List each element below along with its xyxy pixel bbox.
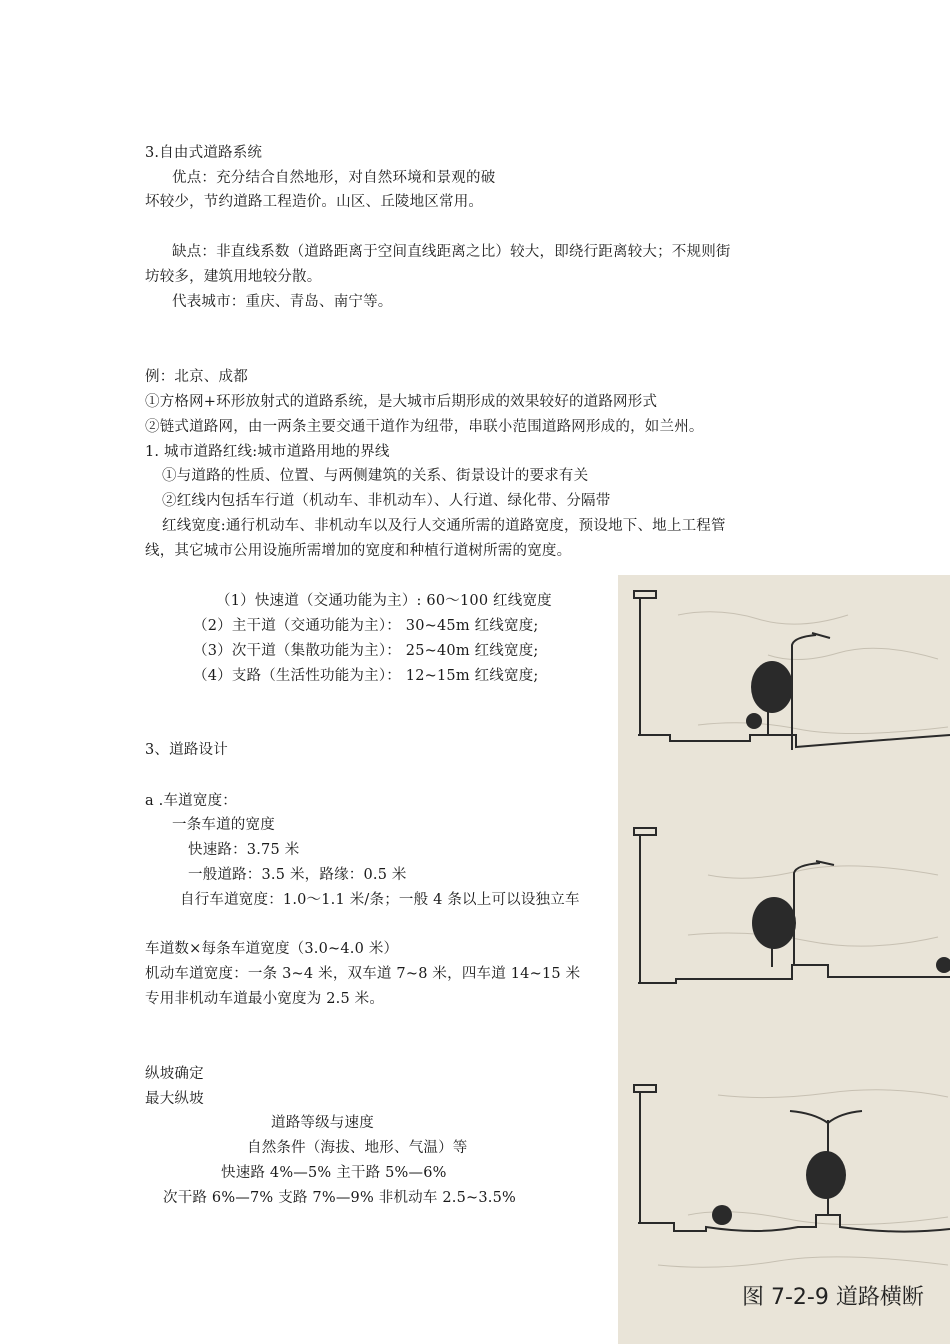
redline-item-1: ①与道路的性质、位置、与两侧建筑的关系、街景设计的要求有关 bbox=[162, 468, 589, 484]
pros-line-1: 优点：充分结合自然地形，对自然环境和景观的破 bbox=[172, 170, 496, 186]
nonmotor-lane-width: 专用非机动车道最小宽度为 2.5 米。 bbox=[145, 991, 385, 1007]
cons-line-1: 缺点：非直线系数（道路距离于空间直线距离之比）较大，即绕行距离较大；不规则街 bbox=[172, 244, 731, 260]
representative-cities: 代表城市：重庆、青岛、南宁等。 bbox=[172, 294, 393, 310]
slope-factor-nature: 自然条件（海拔、地形、气温）等 bbox=[247, 1140, 468, 1156]
slope-title: 纵坡确定 bbox=[145, 1066, 204, 1082]
pros-line-2: 坏较少，节约道路工程造价。山区、丘陵地区常用。 bbox=[145, 194, 484, 210]
lane-width-title: a .车道宽度： bbox=[145, 793, 237, 809]
redline-item-2: ②红线内包括车行道（机动车、非机动车）、人行道、绿化带、分隔带 bbox=[162, 493, 611, 509]
redline-width-line-2: 线，其它城市公用设施所需增加的宽度和种植行道树所需的宽度。 bbox=[145, 543, 572, 559]
example-item-2: ②链式道路网，由一两条主要交通干道作为纽带，串联小范围道路网形成的，如兰州。 bbox=[145, 419, 704, 435]
tree-icon bbox=[746, 661, 793, 729]
single-lane-width: 一条车道的宽度 bbox=[172, 817, 275, 833]
road-width-item: （2）主干道（交通功能为主）： 30~45m 红线宽度; bbox=[193, 618, 539, 634]
example-item-1: ①方格网+环形放射式的道路系统，是大城市后期形成的效果较好的道路网形式 bbox=[145, 394, 658, 410]
lane-formula: 车道数×每条车道宽度（3.0~4.0 米） bbox=[145, 941, 399, 957]
example-cities: 例：北京、成都 bbox=[145, 369, 248, 385]
section-heading-free-style: 3.自由式道路系统 bbox=[145, 145, 263, 161]
redline-width-line-1: 红线宽度:通行机动车、非机动车以及行人交通所需的道路宽度，预设地下、地上工程管 bbox=[162, 518, 726, 534]
motor-lane-width: 机动车道宽度：一条 3~4 米，双车道 7~8 米，四车道 14~15 米 bbox=[145, 966, 581, 982]
max-slope: 最大纵坡 bbox=[145, 1091, 204, 1107]
tree-icon bbox=[712, 1151, 846, 1225]
bicycle-lane-width: 自行车道宽度：1.0～1.1 米/条；一般 4 条以上可以设独立车 bbox=[180, 892, 580, 908]
slope-values-row-1: 快速路 4%—5% 主干路 5%—6% bbox=[221, 1165, 447, 1181]
redline-title: 1. 城市道路红线:城市道路用地的界线 bbox=[145, 444, 390, 460]
road-width-item: （4）支路（生活性功能为主）： 12~15m 红线宽度; bbox=[193, 668, 539, 684]
cross-section-2 bbox=[634, 828, 950, 983]
slope-values-row-2: 次干路 6%—7% 支路 7%—9% 非机动车 2.5~3.5% bbox=[163, 1190, 517, 1206]
road-width-item: （1）快速道（交通功能为主）: 60～100 红线宽度 bbox=[216, 593, 552, 609]
figure-caption: 图 7-2-9 道路横断 bbox=[742, 1285, 924, 1310]
slope-factor-grade: 道路等级与速度 bbox=[271, 1115, 374, 1131]
cons-line-2: 坊较多，建筑用地较分散。 bbox=[145, 269, 322, 285]
scan-texture bbox=[658, 612, 948, 1267]
tree-icon bbox=[752, 897, 950, 973]
road-cross-section-figure bbox=[618, 575, 950, 1344]
section-heading-design: 3、道路设计 bbox=[145, 742, 228, 758]
road-width-item: （3）次干道（集散功能为主）： 25~40m 红线宽度; bbox=[193, 643, 539, 659]
general-lane-width: 一般道路：3.5 米，路缘：0.5 米 bbox=[188, 867, 407, 883]
express-lane-width: 快速路：3.75 米 bbox=[188, 842, 300, 858]
cross-section-3 bbox=[634, 1085, 950, 1232]
